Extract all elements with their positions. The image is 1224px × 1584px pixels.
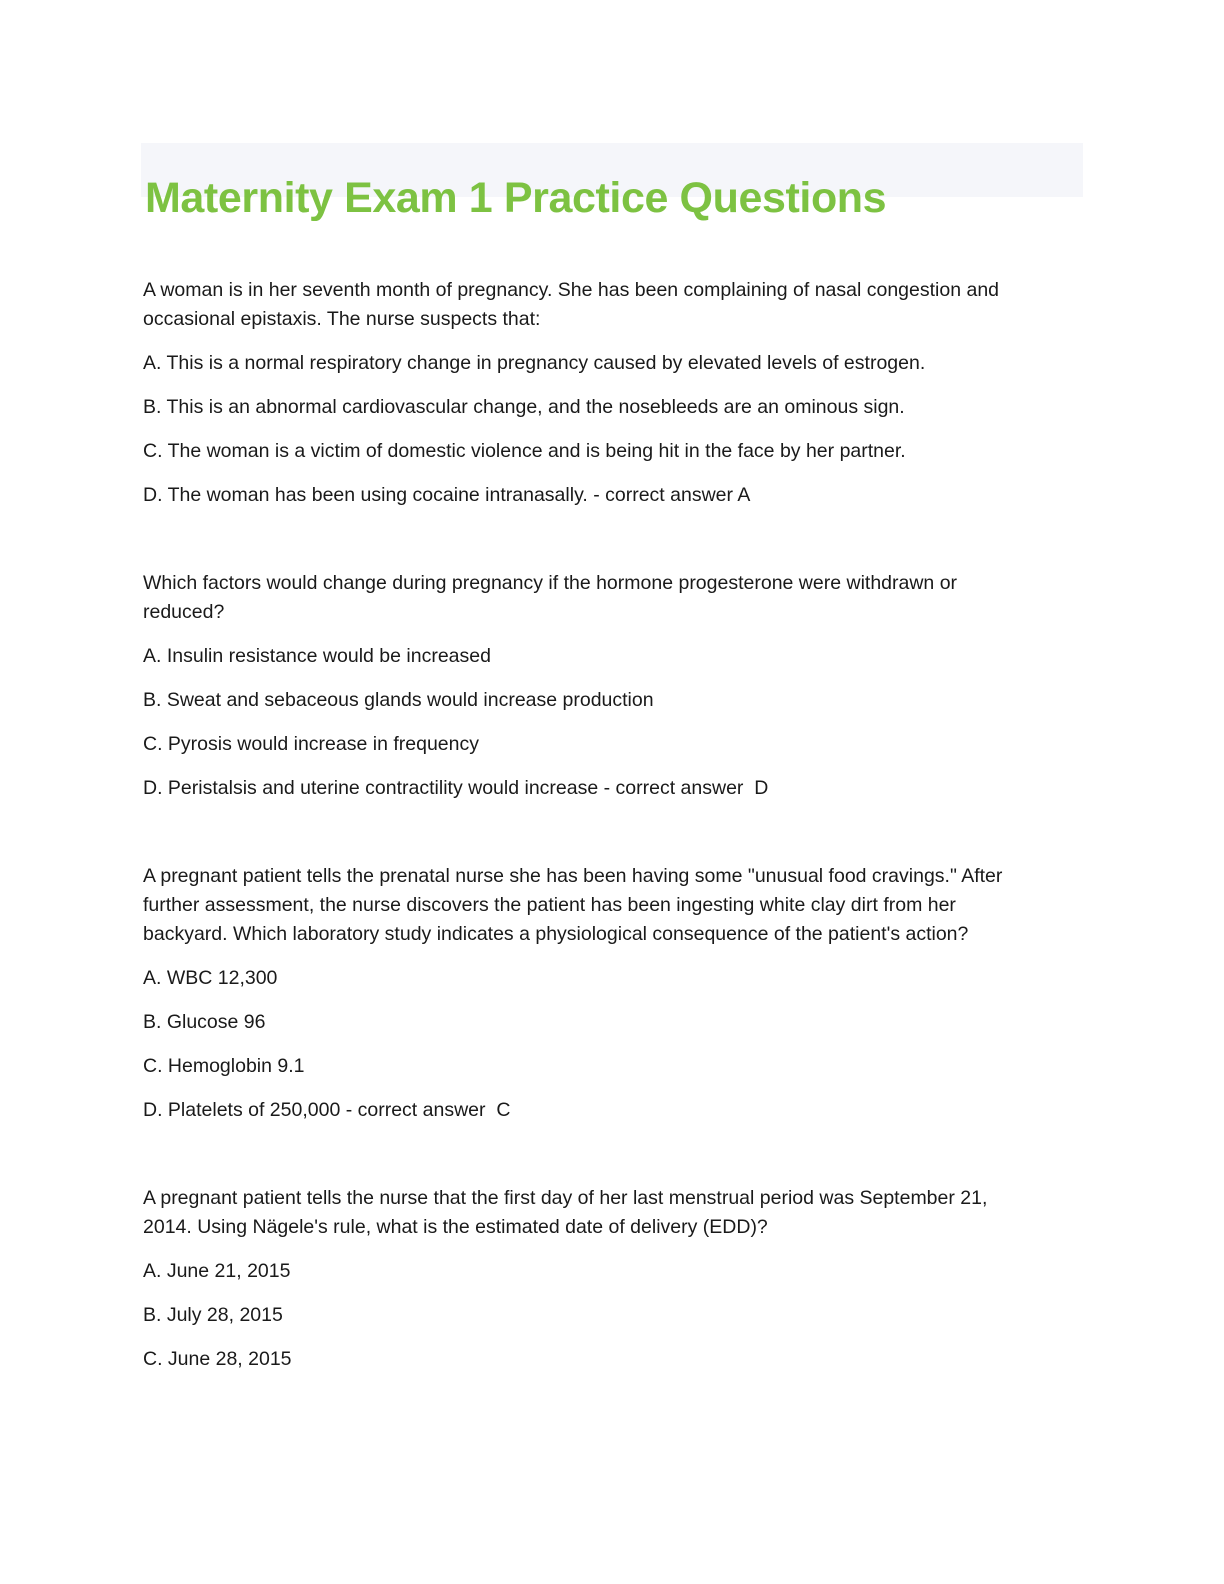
- answer-option-c[interactable]: C. Hemoglobin 9.1: [143, 1055, 305, 1077]
- answer-option-d[interactable]: D. Peristalsis and uterine contractility would increase - correct answer D: [143, 777, 769, 799]
- answer-option-b[interactable]: B. This is an abnormal cardiovascular change, and the nosebleeds are an ominous sign.: [143, 396, 905, 418]
- answer-option-b[interactable]: B. Glucose 96: [143, 1011, 266, 1033]
- answer-option-d[interactable]: D. Platelets of 250,000 - correct answer C: [143, 1099, 511, 1121]
- question-block-4: [143, 1184, 1038, 1374]
- answer-option-a[interactable]: A. WBC 12,300: [143, 967, 278, 989]
- question-separator: [143, 1140, 1038, 1184]
- document-body: [143, 276, 1038, 1389]
- question-stem: A pregnant patient tells the nurse that the first day of her last menstrual period was September 21, 2014. Using Nägele's rule, what is the estimated date of delivery (EDD)?: [143, 1187, 993, 1238]
- answer-option-a[interactable]: A. Insulin resistance would be increased: [143, 645, 491, 667]
- answer-option-a[interactable]: A. This is a normal respiratory change in pregnancy caused by elevated levels of estrogen.: [143, 352, 926, 374]
- question-block-1: [143, 276, 1038, 510]
- answer-option-b[interactable]: B. July 28, 2015: [143, 1304, 283, 1326]
- answer-option-c[interactable]: C. The woman is a victim of domestic violence and is being hit in the face by her partner.: [143, 440, 906, 462]
- question-stem: A pregnant patient tells the prenatal nurse she has been having some "unusual food cravings." After further assessment, the nurse discovers the patient has been ingesting white clay dirt from her backyard. Which laboratory study indicates a physiological consequence of the patient's action?: [143, 865, 1008, 945]
- answer-option-c[interactable]: C. June 28, 2015: [143, 1348, 292, 1370]
- answer-option-c[interactable]: C. Pyrosis would increase in frequency: [143, 733, 479, 755]
- question-block-3: [143, 862, 1038, 1125]
- question-block-2: [143, 569, 1038, 803]
- page-title: Maternity Exam 1 Practice Questions: [145, 174, 887, 223]
- question-stem: Which factors would change during pregnancy if the hormone progesterone were withdrawn or reduced?: [143, 572, 963, 623]
- answer-option-a[interactable]: A. June 21, 2015: [143, 1260, 291, 1282]
- question-separator: [143, 818, 1038, 862]
- answer-option-b[interactable]: B. Sweat and sebaceous glands would increase production: [143, 689, 654, 711]
- answer-option-d[interactable]: D. The woman has been using cocaine intranasally. - correct answer A: [143, 484, 751, 506]
- question-stem: A woman is in her seventh month of pregnancy. She has been complaining of nasal congestion and occasional epistaxis. The nurse suspects that:: [143, 279, 1005, 330]
- question-separator: [143, 525, 1038, 569]
